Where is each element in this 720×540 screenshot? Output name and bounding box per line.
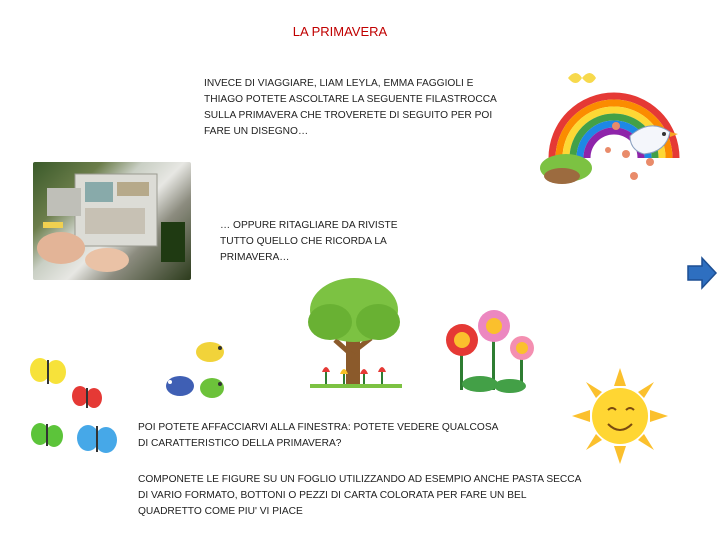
arrow-right-icon[interactable]: [686, 256, 718, 290]
tree-illustration: [296, 272, 414, 400]
page-title: LA PRIMAVERA: [292, 24, 388, 39]
rainbow-illustration: [538, 66, 688, 190]
intro-paragraph: INVECE DI VIAGGIARE, LIAM LEYLA, EMMA FAGGIOLI E THIAGO POTETE ASCOLTARE LA SEGUENTE FILASTROCCA SULLA PRIMAVERA CHE TROVERETE DI SEGUITO PER POI FARE UN DISEGNO…: [204, 78, 497, 137]
compose-paragraph: COMPONETE LE FIGURE SU UN FOGLIO UTILIZZANDO AD ESEMPIO ANCHE PASTA SECCA DI VARIO FORMATO, BOTTONI O PEZZI DI CARTA COLORATA PER FARE UN BEL QUADRETTO COME PIU' VI PIACE: [138, 474, 582, 517]
children-cutting-photo: [33, 162, 191, 280]
magazine-paragraph: … OPPURE RITAGLIARE DA RIVISTE TUTTO QUELLO CHE RICORDA LA PRIMAVERA…: [220, 220, 398, 263]
flowers-illustration: [436, 304, 546, 400]
window-paragraph: POI POTETE AFFACCIARVI ALLA FINESTRA: POTETE VEDERE QUALCOSA DI CARATTERISTICO DELLA PRIMAVERA?: [138, 422, 499, 449]
butterflies-illustration: [26, 350, 126, 462]
sun-illustration: [570, 366, 670, 466]
birds-illustration: [158, 336, 238, 408]
